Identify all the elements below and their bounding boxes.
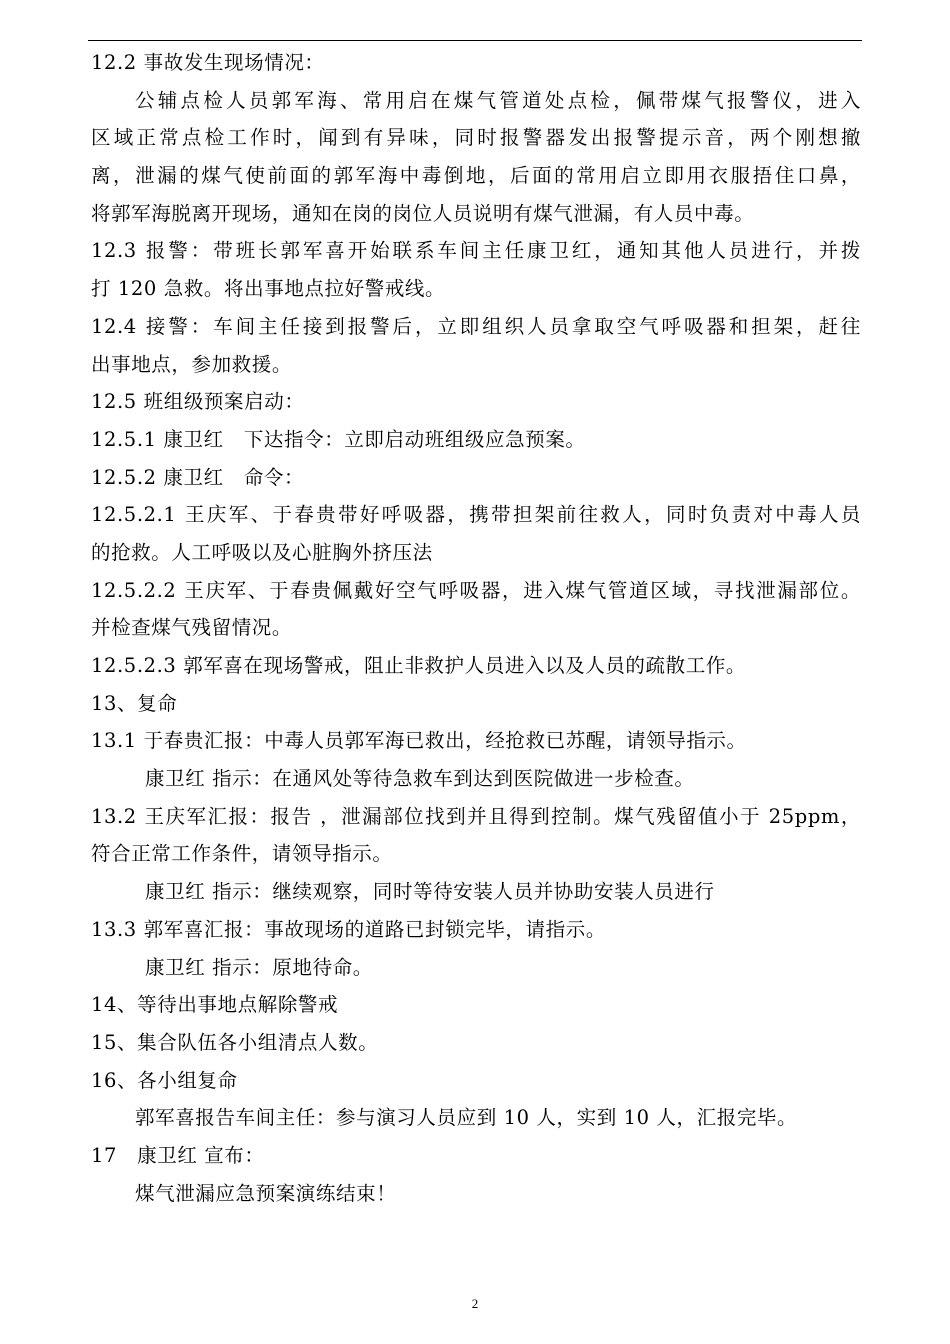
paragraph-line: 12.3 报警：带班长郭军喜开始联系车间主任康卫红，通知其他人员进行，并拨 (91, 239, 861, 263)
paragraph-line: 打 120 急救。将出事地点拉好警戒线。 (91, 277, 446, 301)
section-heading: 12.2 事故发生现场情况： (91, 51, 325, 74)
section-heading: 17 康卫红 宣布： (91, 1143, 265, 1167)
paragraph-line: 符合正常工作条件，请领导指示。 (91, 842, 393, 866)
paragraph-line: 离，泄漏的煤气使前面的郭军海中毒倒地，后面的常用启立即用衣服捂住口鼻， (91, 164, 861, 188)
paragraph-line: 13.3 郭军喜汇报：事故现场的道路已封锁完毕，请指示。 (91, 917, 606, 941)
document-body (91, 44, 861, 1212)
paragraph-line: 康卫红 指示：在通风处等待急救车到达到医院做进一步检查。 (145, 767, 695, 791)
header-rule (88, 40, 862, 41)
section-heading: 15、集合队伍各小组清点人数。 (91, 1030, 379, 1054)
paragraph-line: 康卫红 指示：继续观察，同时等待安装人员并协助安装人员进行 (145, 880, 715, 904)
paragraph-line: 12.5.2.1 王庆军、于春贵带好呼吸器，携带担架前往救人，同时负责对中毒人员 (91, 503, 861, 527)
paragraph-line: 公辅点检人员郭军海、常用启在煤气管道处点检，佩带煤气报警仪，进入 (135, 88, 861, 112)
paragraph-line: 将郭军海脱离开现场，通知在岗的岗位人员说明有煤气泄漏，有人员中毒。 (91, 201, 755, 225)
section-heading: 12.5 班组级预案启动： (91, 390, 305, 414)
paragraph-line: 并检查煤气残留情况。 (91, 616, 293, 640)
paragraph-line: 13.1 于春贵汇报：中毒人员郭军海已救出，经抢救已苏醒，请领导指示。 (91, 729, 747, 753)
paragraph-line: 12.5.2.2 王庆军、于春贵佩戴好空气呼吸器，进入煤气管道区域，寻找泄漏部位。 (91, 578, 861, 602)
paragraph-line: 区域正常点检工作时，闻到有异味，同时报警器发出报警提示音，两个刚想撤 (91, 126, 861, 150)
paragraph-line: 煤气泄漏应急预案演练结束！ (135, 1181, 397, 1205)
paragraph-line: 的抢救。人工呼吸以及心脏胸外挤压法 (91, 540, 433, 564)
section-heading: 14、等待出事地点解除警戒 (91, 993, 339, 1017)
paragraph-line: 康卫红 指示：原地待命。 (145, 955, 373, 979)
paragraph-line: 郭军喜报告车间主任：参与演习人员应到 10 人，实到 10 人，汇报完毕。 (135, 1106, 798, 1130)
section-heading: 16、各小组复命 (91, 1068, 238, 1092)
paragraph-line: 12.5.2.3 郭军喜在现场警戒，阻止非救护人员进入以及人员的疏散工作。 (91, 654, 747, 677)
paragraph-line: 出事地点，参加救援。 (91, 352, 293, 376)
paragraph-line: 12.5.1 康卫红 下达指令：立即启动班组级应急预案。 (91, 427, 586, 451)
section-heading: 13、复命 (91, 691, 178, 715)
paragraph-line: 12.5.2 康卫红 命令： (91, 465, 305, 489)
paragraph-line: 12.4 接警：车间主任接到报警后，立即组织人员拿取空气呼吸器和担架，赶往 (91, 314, 861, 338)
page-number: 2 (471, 1296, 479, 1311)
paragraph-line: 13.2 王庆军汇报：报告 ，泄漏部位找到并且得到控制。煤气残留值小于 25ppm， (91, 804, 861, 828)
